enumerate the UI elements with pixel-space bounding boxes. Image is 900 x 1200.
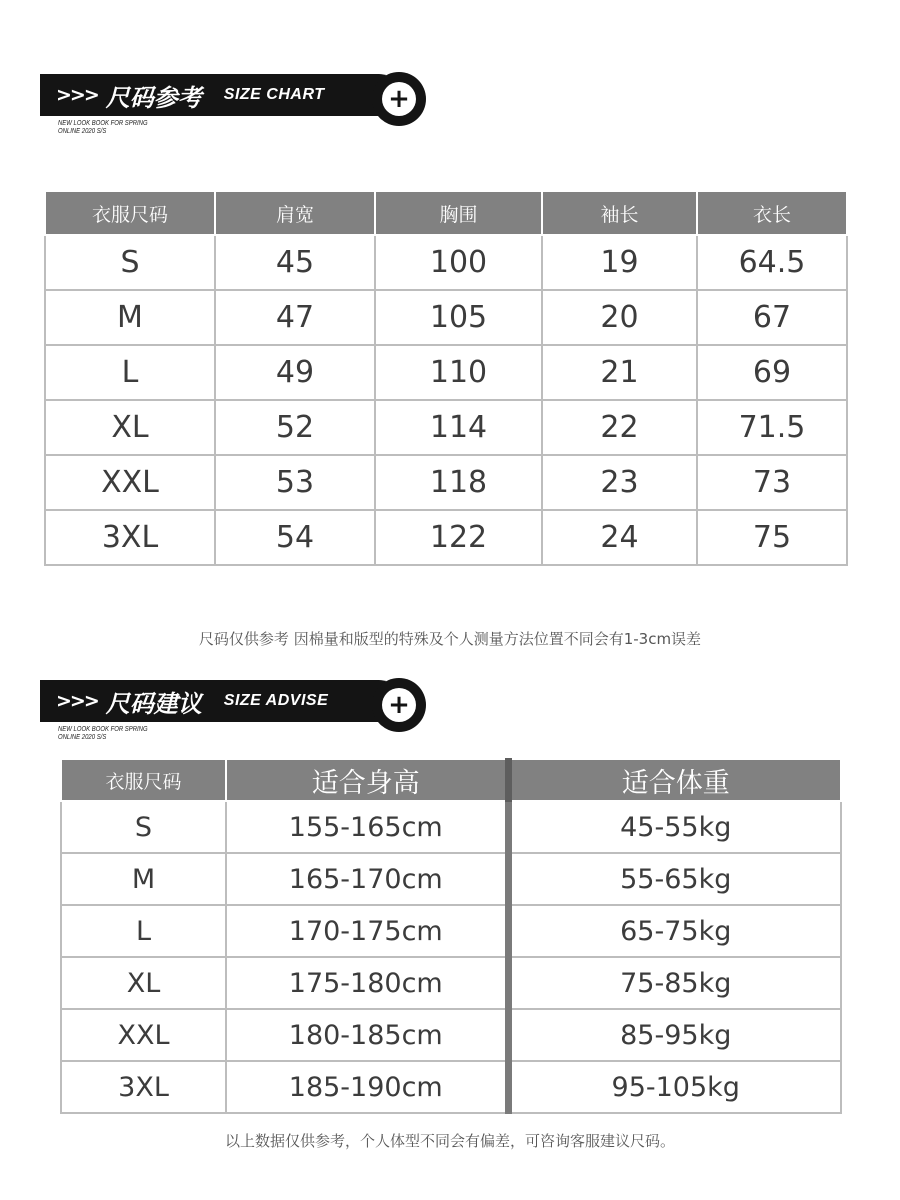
- cell-height: 180-185cm: [226, 1009, 508, 1061]
- cell-shoulder: 54: [215, 510, 375, 565]
- cell-size: 3XL: [45, 510, 215, 565]
- plus-icon: +: [372, 72, 426, 126]
- cell-weight: 55-65kg: [508, 853, 841, 905]
- table-row: [45, 290, 847, 345]
- cell-weight: 75-85kg: [508, 957, 841, 1009]
- cell-chest: 110: [375, 345, 542, 400]
- cell-weight: 95-105kg: [508, 1061, 841, 1113]
- cell-height: 185-190cm: [226, 1061, 508, 1113]
- cell-sleeve: 21: [542, 345, 697, 400]
- header-chest: 胸围: [375, 191, 542, 235]
- table-row: [45, 345, 847, 400]
- cell-size: 3XL: [61, 1061, 226, 1113]
- size-chart-note: 尺码仅供参考 因棉量和版型的特殊及个人测量方法位置不同会有1-3cm误差: [198, 630, 702, 648]
- cell-height: 155-165cm: [226, 801, 508, 853]
- cell-shoulder: 49: [215, 345, 375, 400]
- table-row: [61, 801, 841, 853]
- header-shoulder: 肩宽: [215, 191, 375, 235]
- cell-size: XXL: [45, 455, 215, 510]
- cell-sleeve: 20: [542, 290, 697, 345]
- cell-size: XL: [61, 957, 226, 1009]
- cell-sleeve: 23: [542, 455, 697, 510]
- table-row: [45, 510, 847, 565]
- cell-chest: 114: [375, 400, 542, 455]
- header-sleeve: 袖长: [542, 191, 697, 235]
- chevrons-icon: >>>: [56, 690, 98, 712]
- cell-length: 64.5: [697, 235, 847, 290]
- cell-weight: 45-55kg: [508, 801, 841, 853]
- cell-size: M: [45, 290, 215, 345]
- cell-length: 71.5: [697, 400, 847, 455]
- cell-length: 73: [697, 455, 847, 510]
- size-advise-note: 以上数据仅供参考，个人体型不同会有偏差，可咨询客服建议尺码。: [224, 1132, 675, 1150]
- banner-bar: [40, 680, 400, 722]
- chevrons-icon: >>>: [56, 84, 98, 106]
- header-size: 衣服尺码: [61, 759, 226, 801]
- section-title-cn: 尺码建议: [105, 689, 202, 718]
- cell-height: 170-175cm: [226, 905, 508, 957]
- cell-size: XL: [45, 400, 215, 455]
- cell-chest: 122: [375, 510, 542, 565]
- size-advise-table: [60, 758, 842, 1114]
- cell-sleeve: 24: [542, 510, 697, 565]
- cell-size: L: [45, 345, 215, 400]
- cell-shoulder: 45: [215, 235, 375, 290]
- table-row: [45, 235, 847, 290]
- cell-shoulder: 52: [215, 400, 375, 455]
- header-height: 适合身高: [226, 759, 508, 801]
- cell-height: 175-180cm: [226, 957, 508, 1009]
- cell-chest: 100: [375, 235, 542, 290]
- section-title-en: SIZE ADVISE: [223, 692, 329, 709]
- header-length: 衣长: [697, 191, 847, 235]
- cell-shoulder: 53: [215, 455, 375, 510]
- cell-chest: 118: [375, 455, 542, 510]
- cell-length: 75: [697, 510, 847, 565]
- cell-sleeve: 22: [542, 400, 697, 455]
- banner-subtitle: NEW LOOK BOOK FOR SPRING ONLINE 2020 S/S: [58, 120, 148, 135]
- table-header-row: [61, 759, 841, 801]
- table-row: [61, 853, 841, 905]
- cell-size: S: [45, 235, 215, 290]
- banner-subtitle: NEW LOOK BOOK FOR SPRING ONLINE 2020 S/S: [58, 726, 148, 741]
- size-advise-banner: [40, 676, 430, 740]
- table-row: [61, 1009, 841, 1061]
- table-row: [45, 400, 847, 455]
- cell-size: L: [61, 905, 226, 957]
- section-title-en: SIZE CHART: [223, 86, 325, 103]
- cell-size: S: [61, 801, 226, 853]
- cell-chest: 105: [375, 290, 542, 345]
- table-row: [61, 1061, 841, 1113]
- size-chart-table: [44, 190, 848, 566]
- header-size: 衣服尺码: [45, 191, 215, 235]
- cell-weight: 85-95kg: [508, 1009, 841, 1061]
- section-title-cn: 尺码参考: [105, 83, 202, 112]
- table-row: [45, 455, 847, 510]
- cell-height: 165-170cm: [226, 853, 508, 905]
- banner-bar: [40, 74, 400, 116]
- table-row: [61, 905, 841, 957]
- cell-length: 69: [697, 345, 847, 400]
- header-weight: 适合体重: [508, 759, 841, 801]
- cell-size: XXL: [61, 1009, 226, 1061]
- size-chart-banner: [40, 70, 430, 134]
- cell-size: M: [61, 853, 226, 905]
- plus-icon: +: [372, 678, 426, 732]
- cell-length: 67: [697, 290, 847, 345]
- cell-sleeve: 19: [542, 235, 697, 290]
- table-header-row: [45, 191, 847, 235]
- cell-shoulder: 47: [215, 290, 375, 345]
- table-row: [61, 957, 841, 1009]
- cell-weight: 65-75kg: [508, 905, 841, 957]
